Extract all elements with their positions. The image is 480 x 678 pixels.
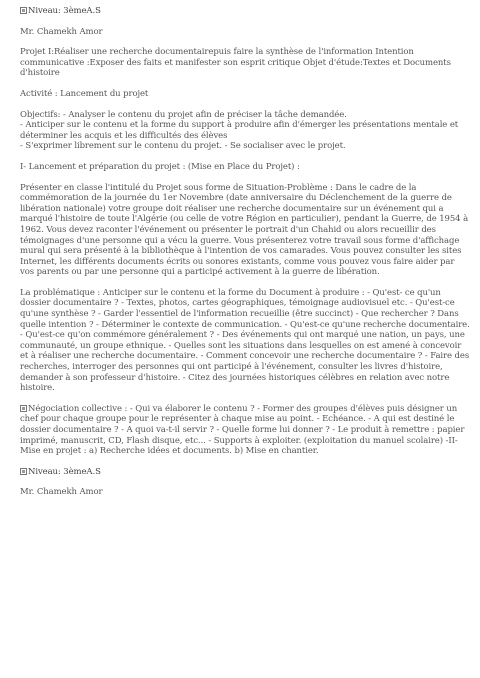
presentation-paragraph: Présenter en classe l'intitulé du Projet sous forme de Situation-Problème : Dans le cadre de la commémoration de la journée du 1er Novembre (date anniversaire du Déclenchement de la guerre de libération nationale) votre groupe doit réaliser une recherche documentaire sur un événement qui a marqué l'histoire de toute l'Algérie (ou celle de votre Région en particulier), pendant la Guerre, de 1954 à 1962. Vous devez raconter l'événement ou présenter le portrait d'un Chahid ou alors recueillir des témoignages d'une personne qui a vécu la guerre. Vous présenterez votre travail sous forme d'affichage mural qui sera présenté à la bibliothèque à l'intention de vos camarades. Vous pouvez consulter les sites Internet, les différents documents écrits ou sonores existants, comme vous pouvez vous faire aider par vos parents ou par une personne qui a participé activement à la guerre de libération.: [20, 182, 469, 278]
activity-title: Activité : Lancement du projet: [20, 88, 149, 99]
project-title: Projet I:Réaliser une recherche documentairepuis faire la synthèse de l'information Intention communicative :Exposer des faits et manifester son esprit critique Objet d'étude:Textes et Documents d'histoire: [20, 47, 451, 79]
placeholder-glyph-icon: [20, 7, 27, 14]
objective-item: - Anticiper sur le contenu et la forme du support à produire afin d'émerger les présentations mentale et déterminer les acquis et les difficultés des élèves: [20, 120, 459, 141]
objective-item: - S'exprimer librement sur le contenu du projet. - Se socialiser avec le projet.: [20, 141, 346, 152]
level-text: Niveau: 3èmeA.S: [28, 6, 101, 16]
negotiation-paragraph: [20, 404, 470, 457]
footer-teacher-name: Mr. Chamekh Amor: [20, 487, 103, 498]
footer-level-line: [20, 467, 470, 478]
objectives-block: [20, 110, 470, 152]
problematic-paragraph: La problématique : Anticiper sur le contenu et la forme du Document à produire : - Qu'est- ce qu'un dossier documentaire ? - Textes, photos, cartes géographiques, témoignage audiovisuel etc. - Qu'est-ce qu'une synthèse ? - Garder l'essentiel de l'information recueillie (être succinct) - Que rechercher ? Dans quelle intention ? - Déterminer le contexte de communication. - Qu'est-ce qu'une recherche documentaire. - Qu'est-ce qu'on commémore généralement ? - Des événements qui ont marqué une nation, un pays, une communauté, un groupe ethnique. - Quelles sont les situations dans lesquelles on est amené à concevoir et à réaliser une recherche documentaire. - Comment concevoir une recherche documentaire ? - Faire des recherches, interroger des personnes qui ont participé à l'événement, consulter les livres d'histoire, demander à son professeur d'histoire. - Citez des journées historiques célèbres en relation avec notre histoire.: [20, 287, 470, 394]
negotiation-text: Négociation collective : - Qui va élaborer le contenu ? - Former des groupes d'élèves puis désigner un chef pour chaque groupe pour le représenter à chaque mise au point. - Echéance. - A qui est destiné le dossier documentaire ? - A quoi va-t-il servir ? - Quelle forme lui donner ? - Le produit à remettre : papier imprimé, manuscrit, CD, Flash disque, etc... - Supports à exploiter. (exploitation du manuel scolaire) -II- Mise en projet : a) Recherche idées et documents. b) Mise en chantier.: [20, 403, 465, 457]
section-title: I- Lancement et préparation du projet : (Mise en Place du Projet) :: [20, 161, 300, 172]
placeholder-glyph-icon: [20, 468, 27, 475]
placeholder-glyph-icon: [20, 405, 27, 412]
footer-level-text: Niveau: 3èmeA.S: [28, 466, 101, 477]
level-line: [20, 6, 470, 17]
objective-item: Objectifs: - Analyser le contenu du projet afin de préciser la tâche demandée.: [20, 109, 347, 120]
teacher-name: Mr. Chamekh Amor: [20, 26, 103, 37]
